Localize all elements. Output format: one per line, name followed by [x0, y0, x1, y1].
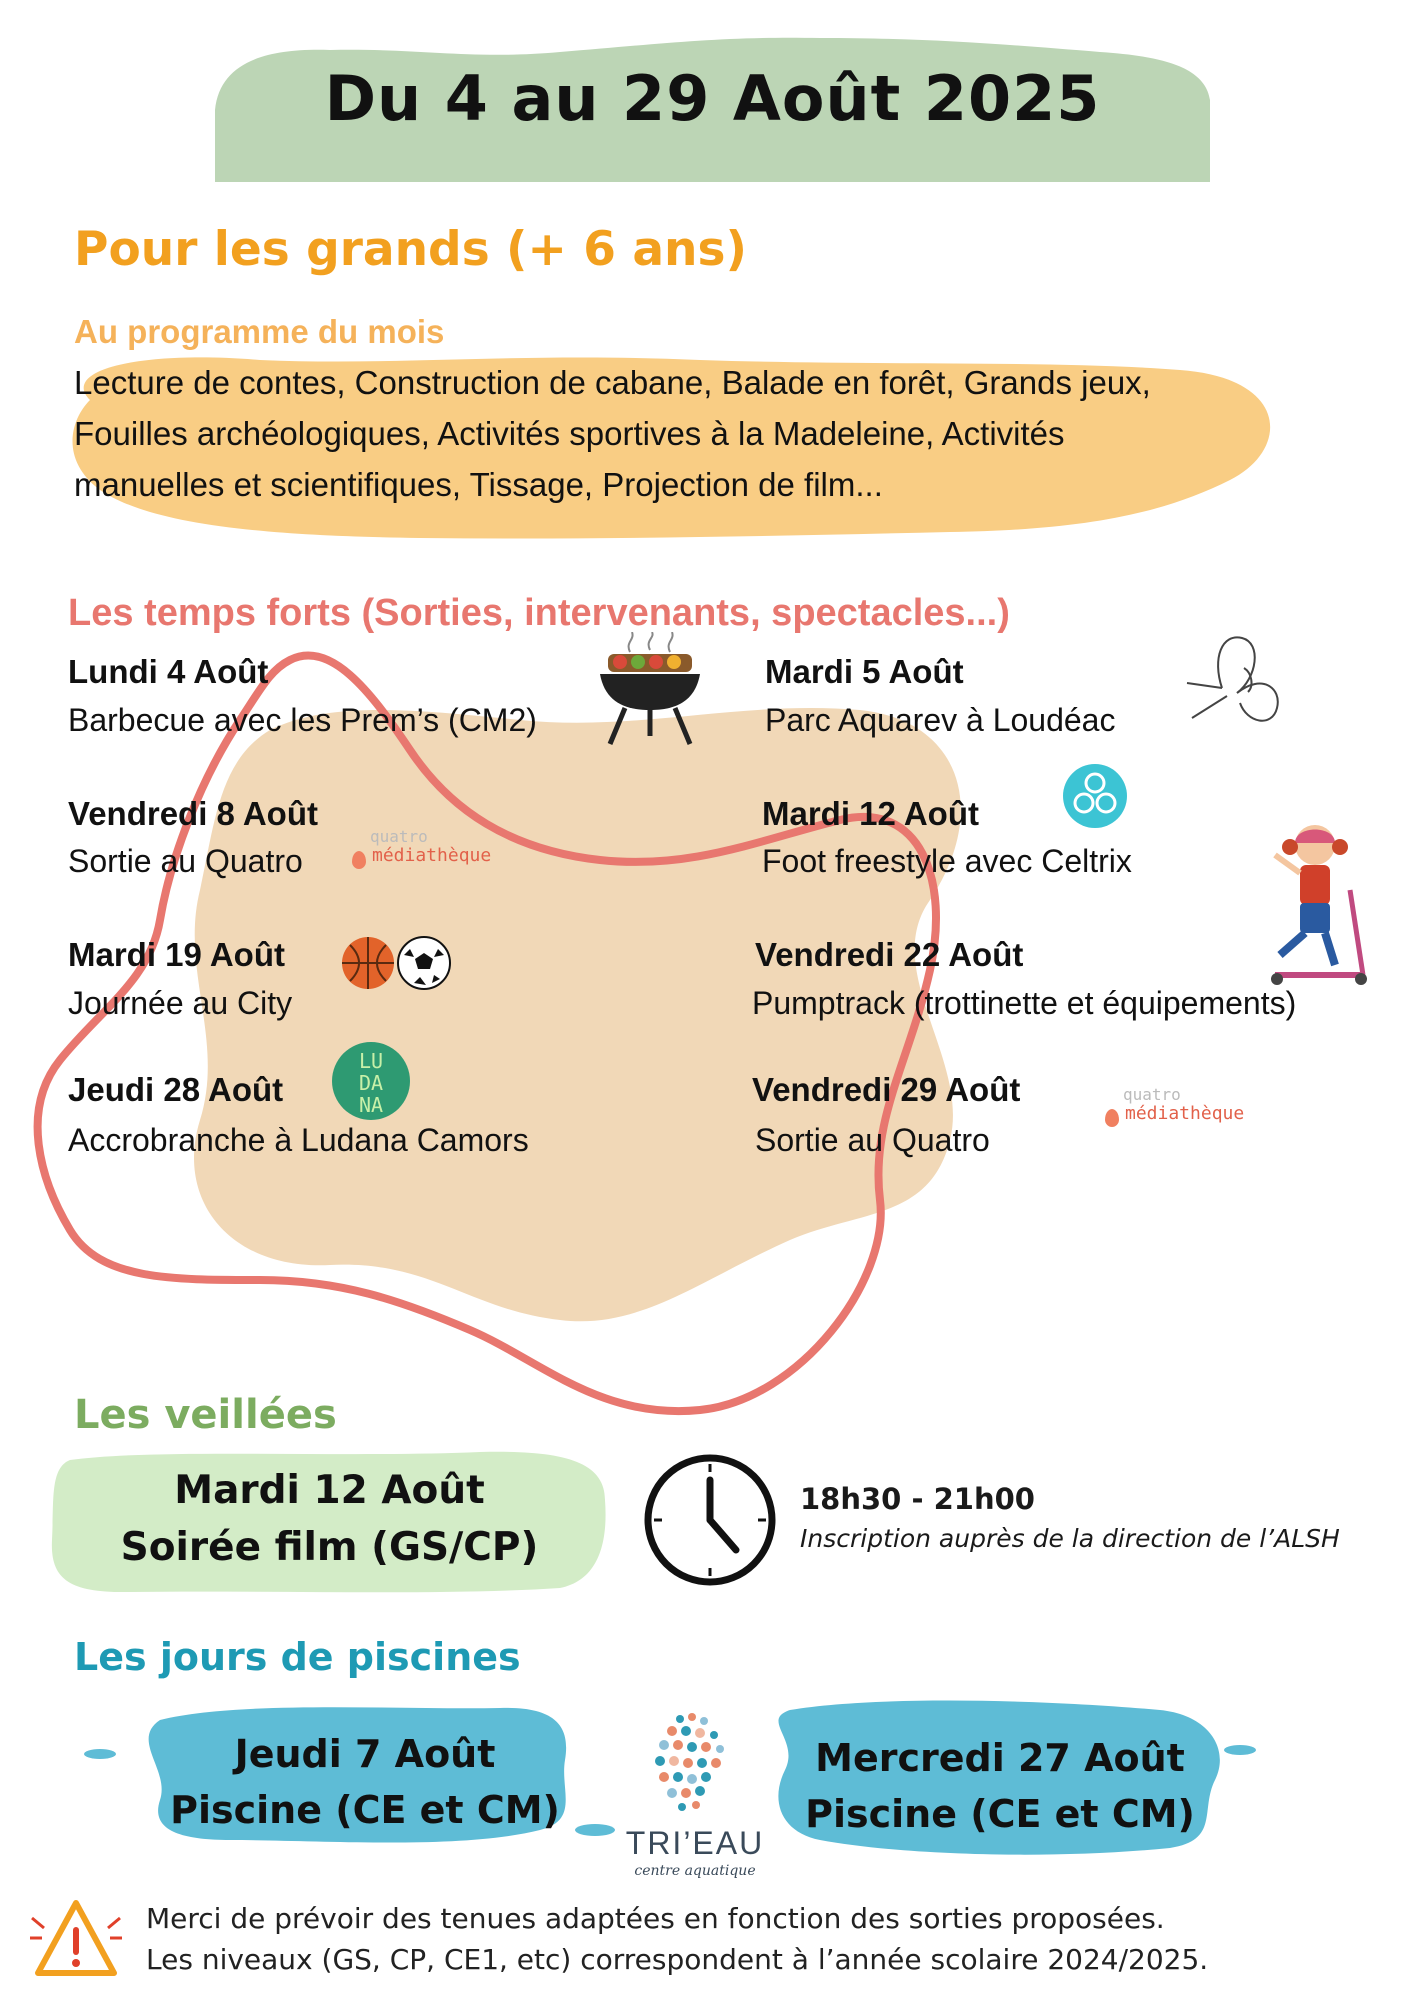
- barbecue-icon: [590, 632, 710, 752]
- pool-day-1-label: Piscine (CE et CM): [170, 1788, 560, 1832]
- mediatheque-logo: [352, 825, 532, 885]
- footer-note-line: Merci de prévoir des tenues adaptées en fonction des sorties proposées.: [146, 1902, 1165, 1935]
- event-desc: Foot freestyle avec Celtrix: [762, 843, 1132, 879]
- event-desc: Accrobranche à Ludana Camors: [68, 1122, 529, 1158]
- butterfly-icon: [1182, 628, 1292, 738]
- program-label: Au programme du mois: [74, 313, 445, 350]
- section-title: Pour les grands (+ 6 ans): [74, 222, 747, 277]
- scooter-kid-icon: [1245, 815, 1375, 985]
- pool-day-2-date: Mercredi 27 Août: [815, 1736, 1185, 1780]
- soccer-ball-icon: [396, 935, 452, 991]
- event-day: Vendredi 29 Août: [752, 1071, 1021, 1108]
- program-text: [74, 357, 1324, 510]
- event-day: Vendredi 22 Août: [755, 936, 1024, 973]
- basketball-icon: [340, 935, 396, 991]
- event-day: Mardi 5 Août: [765, 653, 964, 690]
- logo-top-text: quatro: [370, 827, 428, 846]
- ludana-text: DA: [358, 1071, 384, 1095]
- ludana-text: NA: [358, 1093, 384, 1117]
- logo-top-text: quatro: [1123, 1085, 1181, 1104]
- event-day: Mardi 12 Août: [762, 795, 979, 832]
- footer-note-line: Les niveaux (GS, CP, CE1, etc) correspondent à l’année scolaire 2024/2025.: [146, 1943, 1209, 1976]
- pool-day-1: [160, 1726, 570, 1838]
- event-desc: Parc Aquarev à Loudéac: [765, 702, 1116, 738]
- program-line: Fouilles archéologiques, Activités sportives à la Madeleine, Activités: [74, 415, 1065, 452]
- veillees-inscription: Inscription auprès de la direction de l’ALSH: [800, 1524, 1340, 1553]
- pool-day-2: [780, 1730, 1220, 1842]
- triskel-icon: [1062, 763, 1128, 829]
- clock-icon: [640, 1450, 780, 1590]
- trieau-logo: [620, 1705, 770, 1895]
- drop-icon: [1105, 1109, 1119, 1127]
- event-day: Vendredi 8 Août: [68, 795, 318, 832]
- event-desc: Barbecue avec les Prem’s (CM2): [68, 702, 537, 738]
- trieau-dots-icon: [620, 1705, 770, 1825]
- trieau-name: TRI’EAU: [625, 1825, 765, 1861]
- pool-day-1-date: Jeudi 7 Août: [234, 1732, 496, 1776]
- program-line: manuelles et scientifiques, Tissage, Projection de film...: [74, 466, 883, 503]
- mediatheque-logo: [1105, 1083, 1285, 1143]
- logo-main-text: médiathèque: [372, 845, 492, 866]
- program-line: Lecture de contes, Construction de cabane, Balade en forêt, Grands jeux,: [74, 364, 1151, 401]
- highlights-shapes: [0, 640, 1410, 1440]
- event-day: Lundi 4 Août: [68, 653, 269, 690]
- veillees-box: [52, 1462, 607, 1576]
- veillees-title: Les veillées: [74, 1392, 337, 1438]
- trieau-sub: centre aquatique: [634, 1863, 756, 1879]
- logo-main-text: médiathèque: [1125, 1103, 1245, 1124]
- event-desc: Sortie au Quatro: [755, 1122, 990, 1158]
- ludana-logo: [332, 1042, 410, 1120]
- pool-day-2-label: Piscine (CE et CM): [805, 1792, 1195, 1836]
- highlights-title: Les temps forts (Sorties, intervenants, spectacles...): [68, 592, 1010, 634]
- veillees-event: Soirée film (GS/CP): [120, 1525, 539, 1570]
- ludana-text: LU: [358, 1049, 384, 1073]
- drop-icon: [352, 851, 366, 869]
- page-title: Du 4 au 29 Août 2025: [324, 62, 1101, 135]
- event-day: Jeudi 28 Août: [68, 1071, 284, 1108]
- warning-icon: [26, 1888, 126, 1988]
- event-desc: Sortie au Quatro: [68, 843, 303, 879]
- event-desc: Pumptrack (trottinette et équipements): [752, 985, 1297, 1021]
- footer-note: [146, 1898, 1208, 1980]
- event-desc: Journée au City: [68, 985, 293, 1021]
- veillees-date: Mardi 12 Août: [174, 1468, 485, 1513]
- piscine-title: Les jours de piscines: [74, 1635, 521, 1679]
- veillees-time: 18h30 - 21h00: [800, 1482, 1035, 1516]
- event-day: Mardi 19 Août: [68, 936, 285, 973]
